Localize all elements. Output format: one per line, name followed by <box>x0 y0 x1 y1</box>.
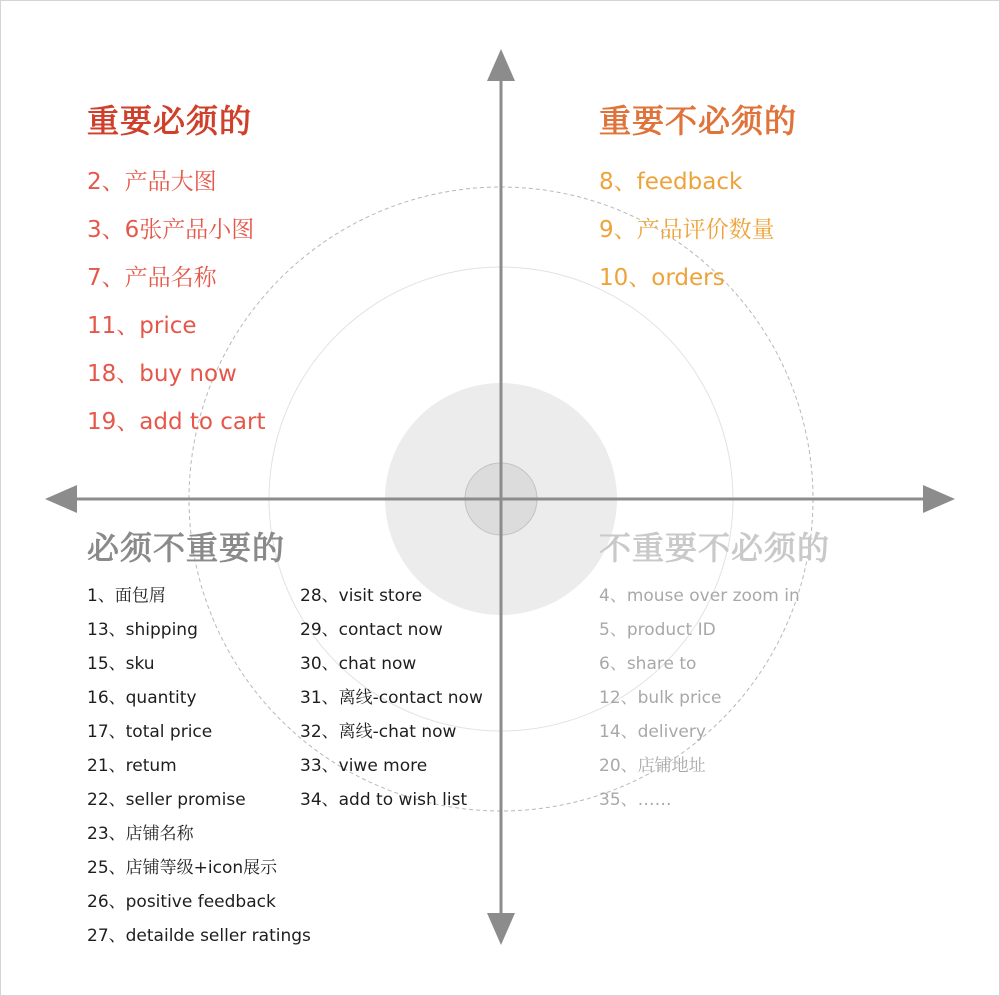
list-item: 20、店铺地址 <box>599 756 706 776</box>
quadrant-list-important-optional <box>599 166 775 310</box>
list-item: 23、店铺名称 <box>87 824 194 844</box>
list-item: 19、add to cart <box>87 409 266 435</box>
list-item: 2、产品大图 <box>87 169 217 195</box>
arrow-up-icon <box>487 49 515 81</box>
quadrant-list-required-unimportant-col1 <box>87 585 311 959</box>
list-item: 4、mouse over zoom in <box>599 586 800 606</box>
list-item: 5、product ID <box>599 620 716 640</box>
list-item: 31、离线-contact now <box>300 688 483 708</box>
arrow-down-icon <box>487 913 515 945</box>
arrow-right-icon <box>923 485 955 513</box>
quadrant-title-important-required: 重要必须的 <box>87 102 253 140</box>
list-item: 11、price <box>87 313 197 339</box>
list-item: 17、total price <box>87 722 213 742</box>
quadrant-title-required-unimportant: 必须不重要的 <box>87 529 286 567</box>
list-item: 9、产品评价数量 <box>599 217 775 243</box>
list-item: 33、viwe more <box>300 756 428 776</box>
list-item: 25、店铺等级+icon展示 <box>87 858 278 878</box>
quadrant-title-important-optional: 重要不必须的 <box>599 102 798 140</box>
quadrant-list-important-required <box>87 166 266 454</box>
quadrant-list-required-unimportant-col2 <box>300 585 483 823</box>
list-item: 18、buy now <box>87 361 237 387</box>
quadrant-title-unimportant-optional: 不重要不必须的 <box>599 529 831 567</box>
list-item: 6、share to <box>599 654 697 674</box>
list-item: 21、retum <box>87 756 177 776</box>
list-item: 7、产品名称 <box>87 265 217 291</box>
list-item: 14、delivery <box>599 722 706 742</box>
list-item: 12、bulk price <box>599 688 722 708</box>
list-item: 29、contact now <box>300 620 443 640</box>
list-item: 27、detailde seller ratings <box>87 926 311 946</box>
list-item: 34、add to wish list <box>300 790 468 810</box>
list-item: 1、面包屑 <box>87 586 166 606</box>
list-item: 10、orders <box>599 265 725 291</box>
list-item: 15、sku <box>87 654 155 674</box>
list-item: 32、离线-chat now <box>300 722 457 742</box>
list-item: 28、visit store <box>300 586 423 606</box>
list-item: 8、feedback <box>599 169 743 195</box>
list-item: 30、chat now <box>300 654 417 674</box>
list-item: 3、6张产品小图 <box>87 217 255 243</box>
list-item: 13、shipping <box>87 620 198 640</box>
list-item: 26、positive feedback <box>87 892 276 912</box>
arrow-left-icon <box>45 485 77 513</box>
list-item: 16、quantity <box>87 688 197 708</box>
quadrant-list-unimportant-optional <box>599 585 800 823</box>
list-item: 35、…… <box>599 790 672 810</box>
list-item: 22、seller promise <box>87 790 246 810</box>
